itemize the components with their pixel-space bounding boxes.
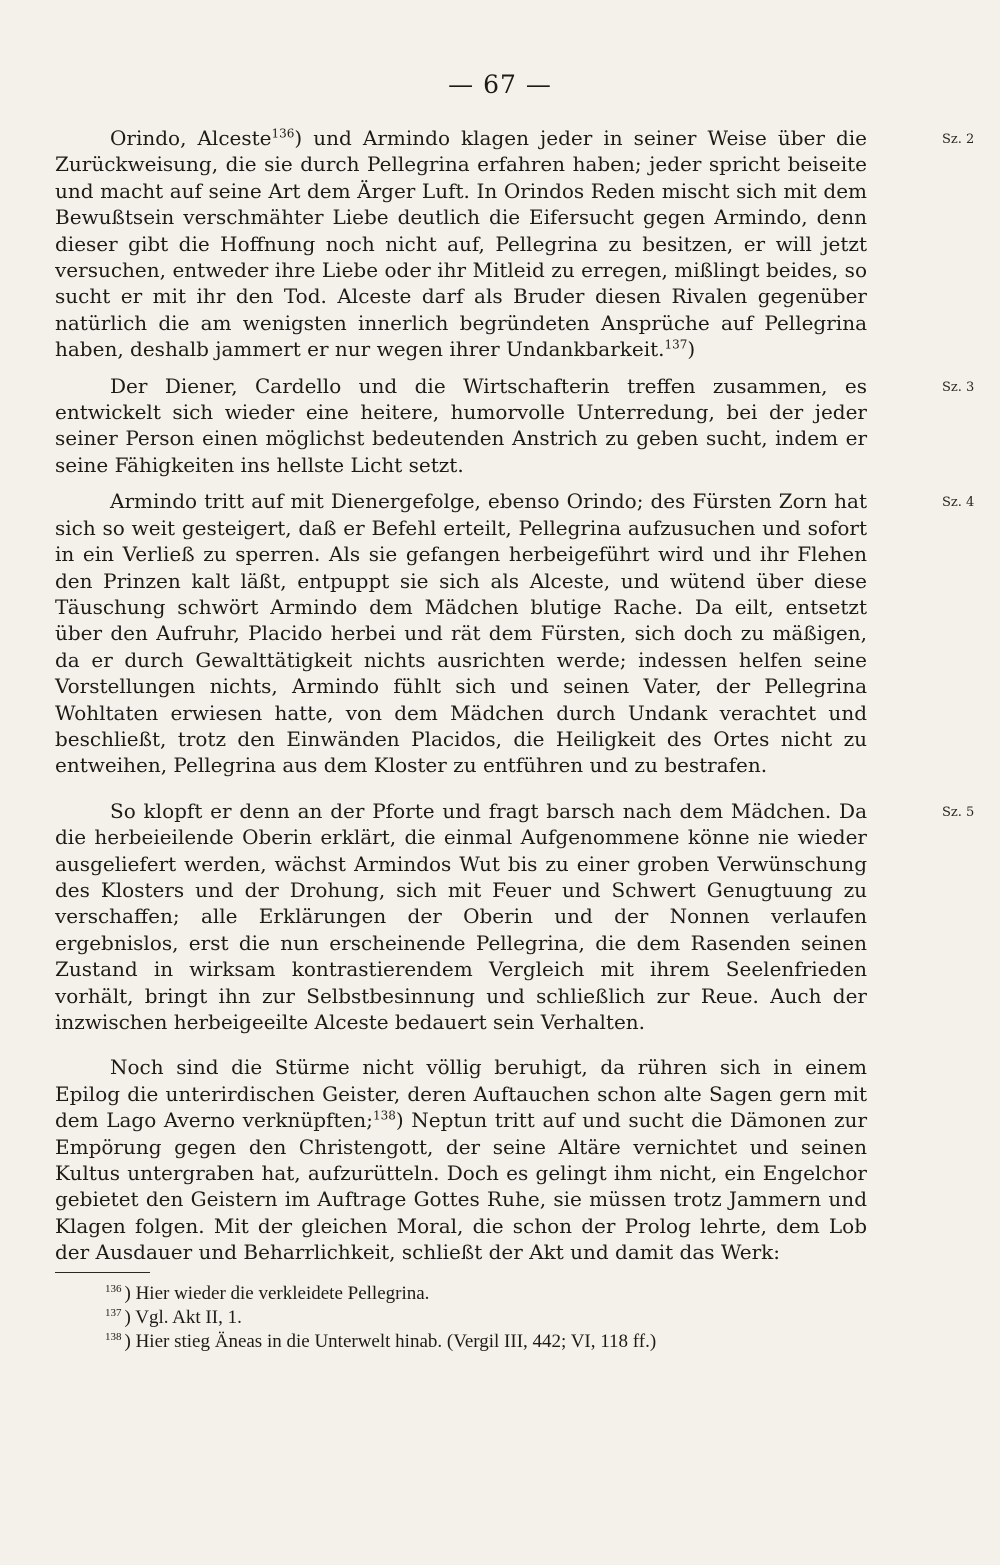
footnote-text: ) Vgl. Akt II, 1. xyxy=(124,1307,242,1328)
margin-note-scene: Sz. 3 xyxy=(942,379,975,395)
footnote-reference: 136 xyxy=(271,126,295,141)
paragraph-text: ) xyxy=(687,337,696,362)
paragraph-epilog xyxy=(55,1054,867,1265)
paragraph-text: ) Neptun tritt auf und sucht die Dämonen zur Empörung gegen den Christengott, der seine Altäre vernichtet und seinen Kultus untergraben hat, aufzurütteln. Doch es gelingt ihm nicht, ein Engelchor gebietet den Geistern im Auftrage Gottes Ruhe, sie müssen trotz Jammern und Klagen folgen. Mit der gleichen Moral, die schon der Prolog lehrte, dem Lob der Ausdauer und Beharrlichkeit, schließt der Akt und damit das Werk: xyxy=(55,1108,868,1265)
paragraph-scene-3 xyxy=(55,373,975,479)
footnote xyxy=(105,1330,885,1354)
paragraph-text: ) und Armindo klagen jeder in seiner Weise über die Zurückweisung, die sie durch Pellegrina erfahren haben; jeder spricht beiseite und macht auf seine Art dem Ärger Luft. In Orindos Reden mischt sich mit dem Bewußtsein verschmähter Liebe deutlich die Eifersucht gegen Armindo, denn dieser gibt die Hoffnung noch nicht auf, Pellegrina zu besitzen, er will jetzt versuchen, entweder ihre Liebe oder ihr Mitleid zu erregen, mißlingt beides, so sucht er mit ihr den Tod. Alceste darf als Bruder diesen Rivalen gegenüber natürlich die am wenigsten innerlich begründeten Ansprüche auf Pellegrina haben, deshalb jammert er nur wegen ihrer Undankbarkeit. xyxy=(55,126,868,362)
paragraph-scene-4 xyxy=(55,488,975,778)
footnotes xyxy=(105,1282,885,1354)
margin-note-scene: Sz. 2 xyxy=(942,132,975,147)
paragraph-text: So klopft er denn an der Pforte und fragt barsch nach dem Mädchen. Da die herbeieilende Oberin erklärt, die einmal Aufgenommene könne nie wieder ausgeliefert werden, wächst Armindos Wut bis zu einer groben Verwünschung des Klosters und der Drohung, sich mit Feuer und Schwert Genugtuung zu verschaffen; alle Erklärungen der Oberin und der Nonnen verlaufen ergebnislos, erst die nun erscheinende Pellegrina, die dem Rasenden seinen Zustand in wirksam kontrastierendem Vergleich mit ihrem Seelenfrieden vorhält, bringt ihn zur Selbstbesinnung und schließlich zur Reue. Auch der inzwischen herbeigeeilte Alceste bedauert sein Verhalten. xyxy=(55,798,867,1034)
footnote xyxy=(105,1306,885,1330)
footnote-text: ) Hier stieg Äneas in die Unterwelt hinab. (Vergil III, 442; VI, 118 ff.) xyxy=(124,1331,657,1352)
footnote-text: ) Hier wieder die verkleidete Pellegrina. xyxy=(124,1283,430,1304)
paragraph-text: Orindo, Alceste xyxy=(110,126,272,150)
footnote-reference: 138 xyxy=(372,1108,396,1123)
margin-note-scene: Sz. 4 xyxy=(942,495,975,511)
paragraph-scene-5 xyxy=(55,798,975,1036)
paragraph-text: Noch sind die Stürme nicht völlig beruhigt, da rühren sich in einem Epilog die unterirdischen Geister, deren Auftauchen schon alte Sagen gern mit dem Lago Averno verknüpften; xyxy=(55,1055,867,1133)
margin-note-scene: Sz. 5 xyxy=(942,804,975,820)
body-text xyxy=(55,125,975,1266)
paragraph-text: Der Diener, Cardello und die Wirtschafterin treffen zusammen, es entwickelt sich wieder eine heitere, humorvolle Unterredung, bei der jeder seiner Person einen möglichst bedeutenden Anstrich zu geben sucht, indem er seine Fähigkeiten ins hellste Licht setzt. xyxy=(55,373,867,477)
footnote-reference: 137 xyxy=(664,337,688,352)
footnote-number: 137 xyxy=(105,1306,122,1319)
footnote-number: 136 xyxy=(105,1282,122,1295)
footnote-number: 138 xyxy=(105,1330,122,1343)
footnote xyxy=(105,1282,885,1306)
page-number: — 67 — xyxy=(448,70,552,99)
paragraph-text: Armindo tritt auf mit Dienergefolge, ebenso Orindo; des Fürsten Zorn hat sich so weit gesteigert, daß er Befehl erteilt, Pellegrina aufzusuchen und sofort in ein Verließ zu sperren. Als sie gefangen herbeigeführt wird und ihr Flehen den Prinzen kalt läßt, entpuppt sie sich als Alceste, und wütend über diese Täuschung schwört Armindo dem Mädchen blutige Rache. Da eilt, entsetzt über den Aufruhr, Placido herbei und rät dem Fürsten, sich doch zu mäßigen, da er durch Gewalttätigkeit nichts ausrichten werde; indessen helfen seine Vorstellungen nichts, Armindo fühlt sich und seinen Vater, der Pellegrina Wohltaten erwiesen hatte, von dem Mädchen durch Undank verachtet und beschließt, trotz den Einwänden Placidos, die Heiligkeit des Ortes nicht zu entweihen, Pellegrina aus dem Kloster zu entführen und zu bestrafen. xyxy=(55,489,867,778)
paragraph-scene-2 xyxy=(55,125,975,363)
footnote-separator xyxy=(55,1272,150,1273)
